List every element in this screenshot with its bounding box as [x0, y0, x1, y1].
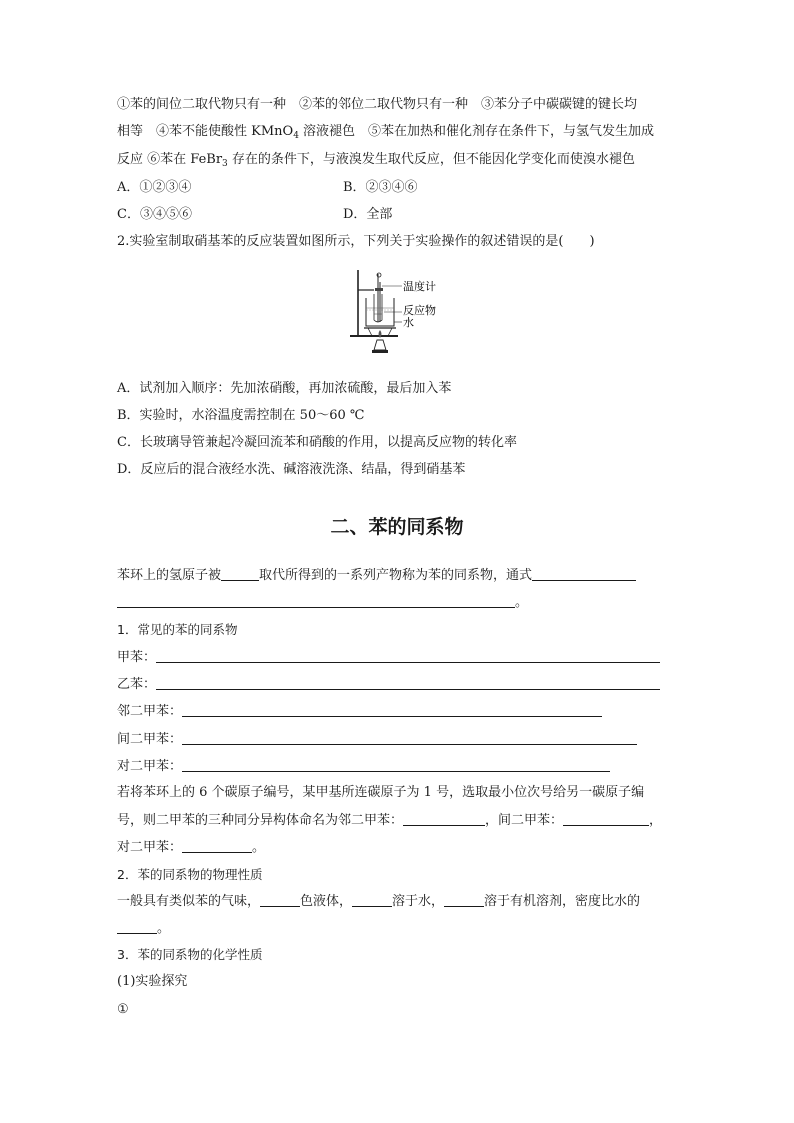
- heading-physical-properties: 2．苯的同系物的物理性质: [117, 867, 263, 882]
- blank-water-solubility[interactable]: [352, 892, 392, 907]
- label-thermometer: 温度计: [403, 280, 436, 293]
- q1-option-d[interactable]: D．全部: [343, 207, 393, 222]
- q1-option-b[interactable]: B．②③④⑥: [343, 180, 418, 195]
- heading-chemical-properties: 3．苯的同系物的化学性质: [117, 947, 263, 962]
- heading-common-homologs: 1．常见的苯的同系物: [117, 622, 238, 637]
- row-p-xylene: 对二甲苯：: [117, 757, 610, 776]
- blank-o-xylene-name[interactable]: [403, 811, 485, 826]
- label-water: 水: [403, 316, 414, 329]
- q1-option-c[interactable]: C．③④⑤⑥: [117, 207, 192, 222]
- physical-properties-line2: 。: [117, 919, 170, 938]
- intro-line1: 苯环上的氢原子被 取代所得到的一系列产物称为苯的同系物，通式: [117, 566, 636, 585]
- q2-option-c[interactable]: C．长玻璃导管兼起冷凝回流苯和硝酸的作用，以提高反应物的转化率: [117, 435, 517, 450]
- blank-p-xylene[interactable]: [182, 757, 610, 772]
- row-m-xylene: 间二甲苯：: [117, 730, 637, 749]
- row-o-xylene: 邻二甲苯：: [117, 702, 602, 721]
- blank-organic-solubility[interactable]: [444, 892, 484, 907]
- intro-line2: 。: [117, 593, 528, 612]
- blank-p-xylene-name[interactable]: [182, 838, 252, 853]
- naming-line3: 对二甲苯： 。: [117, 840, 266, 855]
- q2-option-a[interactable]: A．试剂加入顺序：先加浓硝酸，再加浓硫酸，最后加入苯: [117, 381, 452, 396]
- blank-general-formula-cont[interactable]: [117, 593, 515, 608]
- q1-statement-line2: 相等 ④苯不能使酸性 KMnO$_4$ 溶液褪色 ⑤苯在加热和催化剂存在条件下，与氢气发生加成: [117, 124, 655, 141]
- blank-o-xylene[interactable]: [182, 702, 602, 717]
- section-title: 二、苯的同系物: [330, 516, 464, 538]
- row-toluene: 甲苯：: [117, 648, 660, 667]
- blank-ethylbenzene[interactable]: [156, 675, 660, 690]
- apparatus-figure: [346, 268, 446, 370]
- q2-option-b[interactable]: B．实验时，水浴温度需控制在 50～60 ℃: [117, 408, 365, 423]
- naming-line1: 若将苯环上的 6 个碳原子编号，某甲基所连碳原子为 1 号，选取最小位次号给另一碳原子编: [117, 785, 645, 800]
- row-ethylbenzene: 乙苯：: [117, 675, 660, 694]
- blank-toluene[interactable]: [156, 648, 660, 663]
- physical-properties-line1: 一般具有类似苯的气味， 色液体， 溶于水， 溶于有机溶剂，密度比水的: [117, 894, 641, 909]
- q1-statement-line3: 反应 ⑥苯在 FeBr$_3$ 存在的条件下，与液溴发生取代反应，但不能因化学变化而使溴水褪色: [117, 152, 635, 169]
- q1-statement-line1: ①苯的间位二取代物只有一种 ②苯的邻位二取代物只有一种 ③苯分子中碳碳键的键长均: [117, 97, 638, 112]
- label-reactant: 反应物: [403, 304, 436, 317]
- q1-option-a[interactable]: A．①②③④: [117, 180, 192, 195]
- blank-m-xylene[interactable]: [182, 730, 637, 745]
- nitrobenzene-apparatus-diagram: [346, 268, 446, 370]
- blank-m-xylene-name[interactable]: [563, 811, 649, 826]
- blank-general-formula[interactable]: [532, 566, 636, 581]
- q2-option-d[interactable]: D．反应后的混合液经水洗、碱溶液洗涤、结晶，得到硝基苯: [117, 462, 466, 477]
- item-marker-1: ①: [117, 1002, 129, 1017]
- blank-substituent[interactable]: [221, 566, 259, 581]
- blank-color[interactable]: [260, 892, 300, 907]
- q2-stem: 2.实验室制取硝基苯的反应装置如图所示，下列关于实验操作的叙述错误的是( ): [117, 234, 595, 249]
- blank-density[interactable]: [117, 919, 157, 934]
- experiment-subheading: (1)实验探究: [117, 974, 188, 989]
- naming-line2: 号，则二甲苯的三种同分异构体命名为邻二甲苯： ，间二甲苯： ，: [117, 813, 663, 828]
